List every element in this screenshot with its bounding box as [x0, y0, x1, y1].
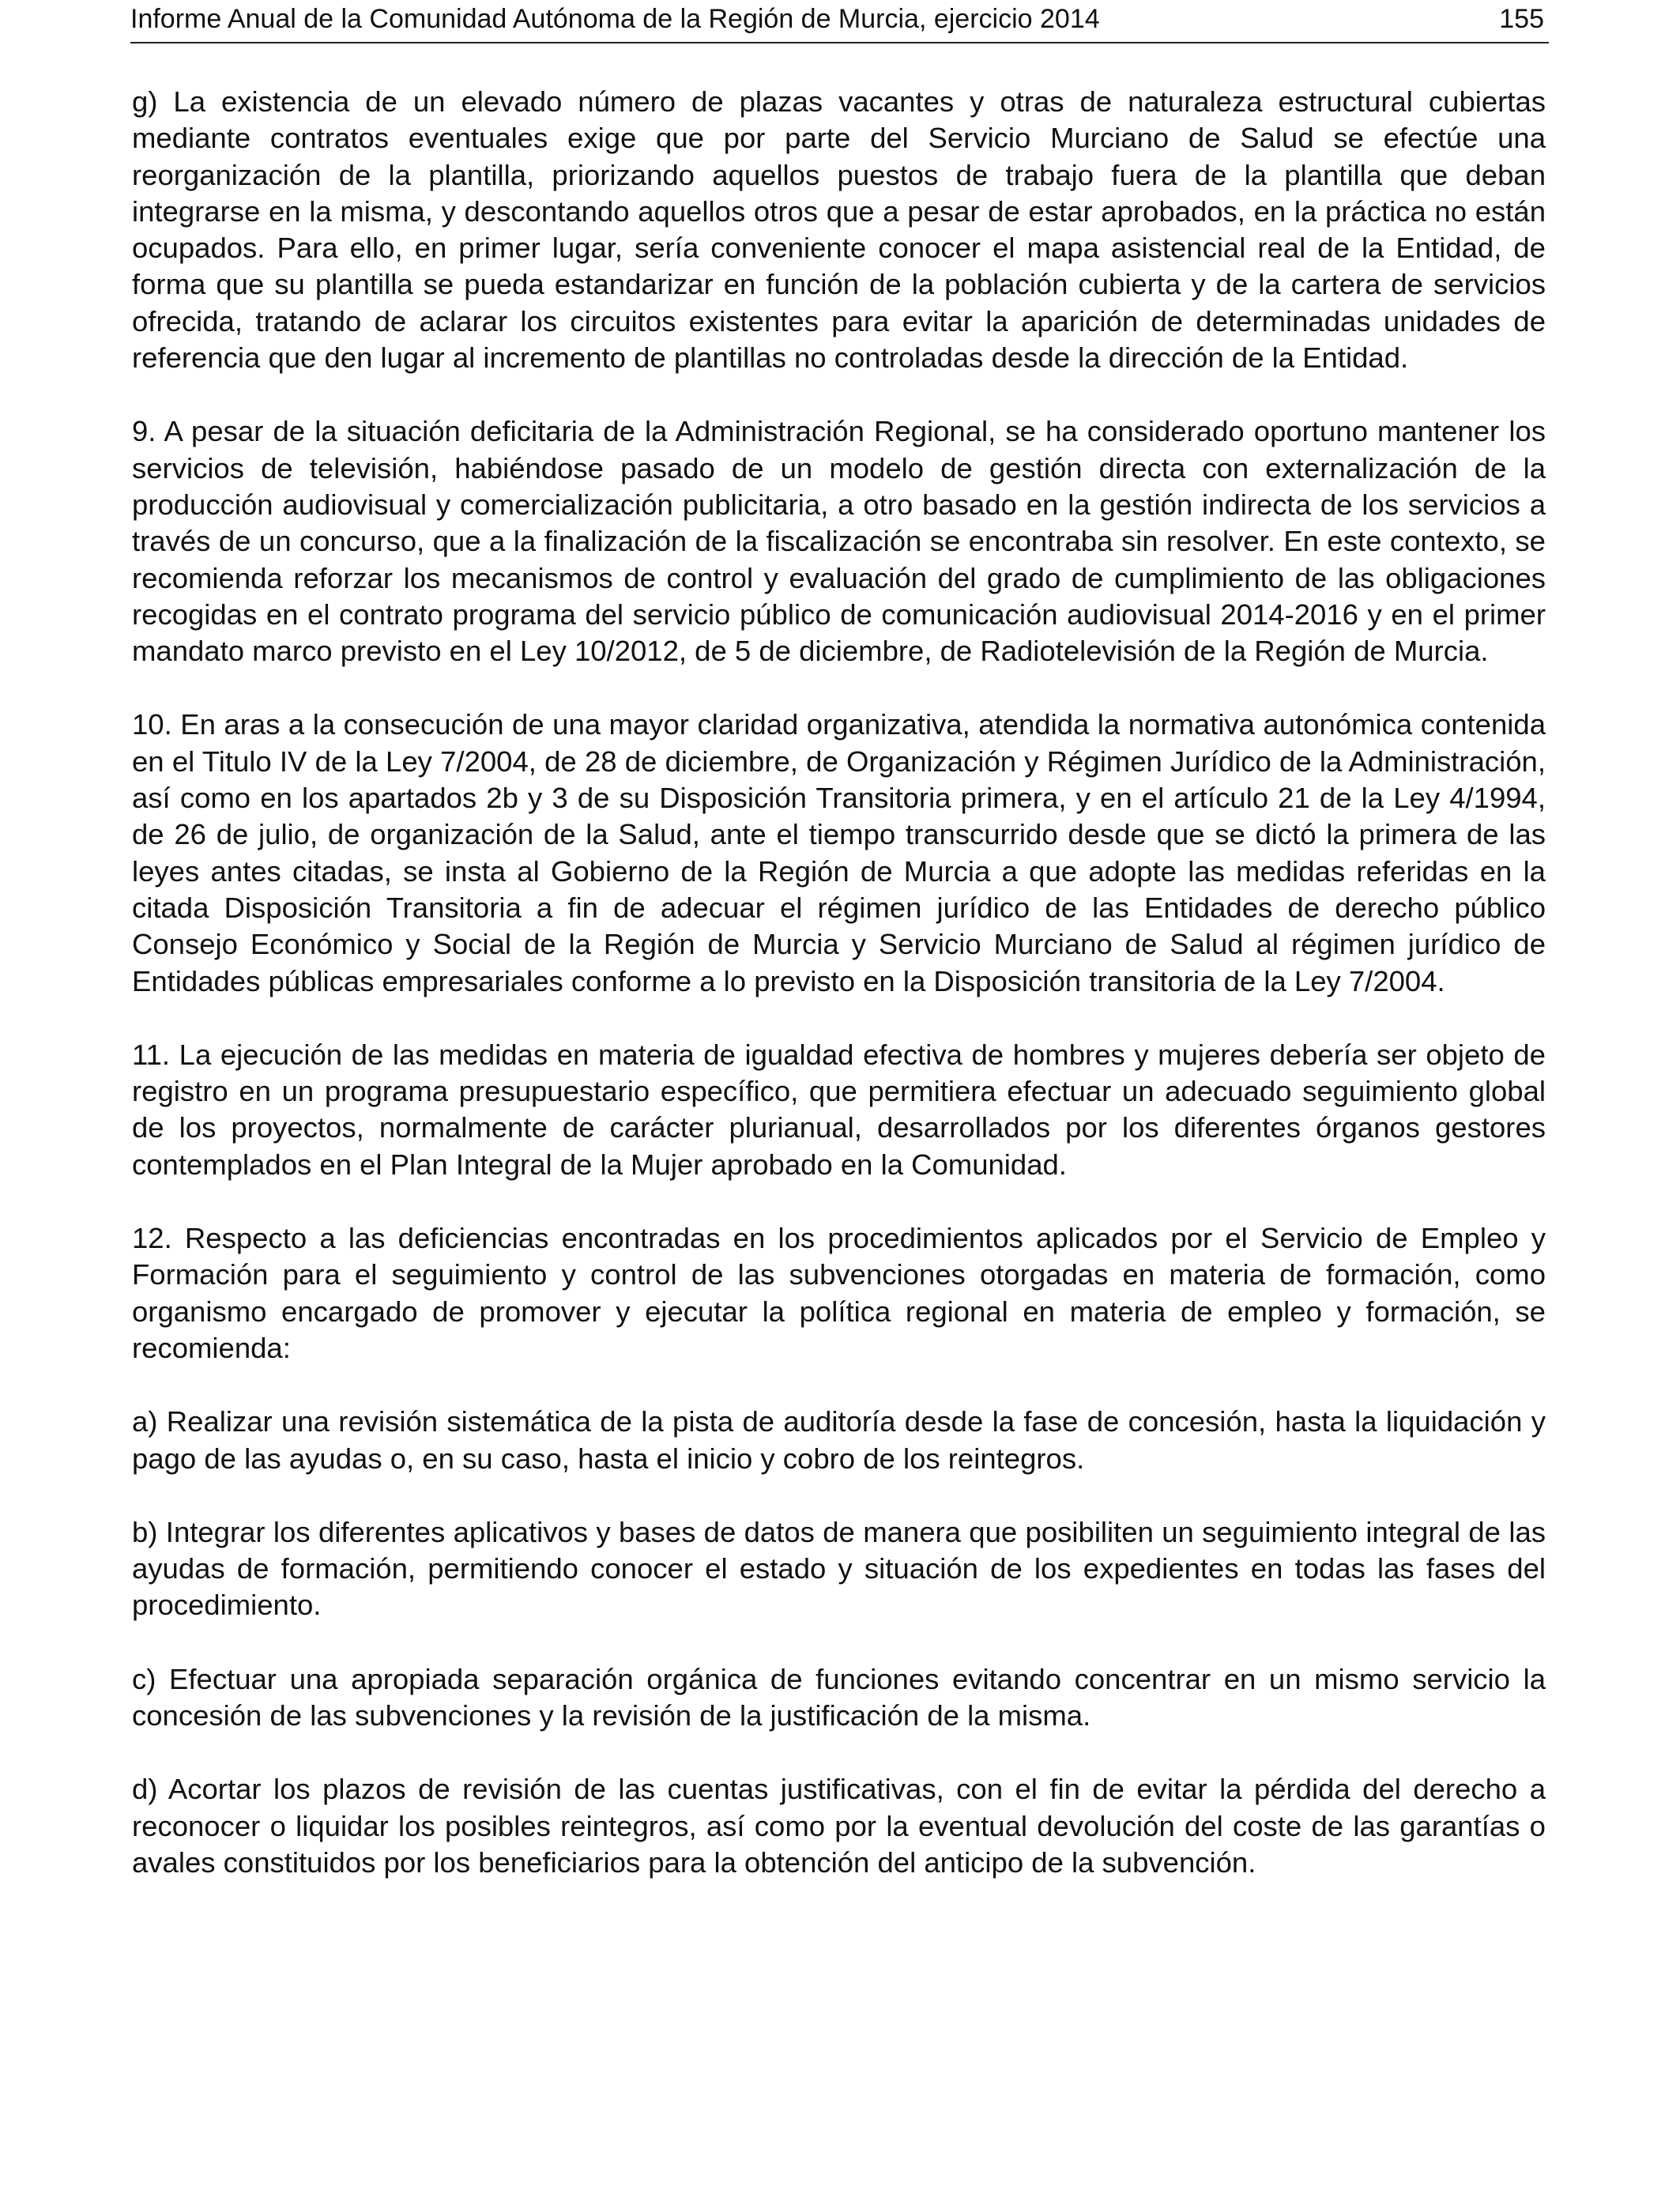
document-body: [132, 84, 1546, 1918]
paragraph-12d: d) Acortar los plazos de revisión de las cuentas justificativas, con el fin de evitar la pérdida del derecho a reconocer o liquidar los posibles reintegros, así como por la eventual devolución del coste de las garantías o avales constituidos por los beneficiarios para la obtención del anticipo de la subvención.: [132, 1773, 1546, 1879]
paragraph-10: 10. En aras a la consecución de una mayor claridad organizativa, atendida la normativa autonómica contenida en el Titulo IV de la Ley 7/2004, de 28 de diciembre, de Organización y Régimen Jurídico de la Administración, así como en los apartados 2b y 3 de su Disposición Transitoria primera, y en el artículo 21 de la Ley 4/1994, de 26 de julio, de organización de la Salud, ante el tiempo transcurrido desde que se dictó la primera de las leyes antes citadas, se insta al Gobierno de la Región de Murcia a que adopte las medidas referidas en la citada Disposición Transitoria a fin de adecuar el régimen jurídico de las Entidades de derecho público Consejo Económico y Social de la Región de Murcia y Servicio Murciano de Salud al régimen jurídico de Entidades públicas empresariales conforme a lo previsto en la Disposición transitoria de la Ley 7/2004.: [132, 708, 1546, 997]
page-number: 155: [1499, 4, 1544, 34]
paragraph-12b: b) Integrar los diferentes aplicativos y bases de datos de manera que posibiliten un seguimiento integral de las ayudas de formación, permitiendo conocer el estado y situación de los expedientes en todas las fases del procedimiento.: [132, 1515, 1546, 1622]
paragraph-11: 11. La ejecución de las medidas en materia de igualdad efectiva de hombres y mujeres debería ser objeto de registro en un programa presupuestario específico, que permitiera efectuar un adecuado seguimiento global de los proyectos, normalmente de carácter plurianual, desarrollados por los diferentes órganos gestores contemplados en el Plan Integral de la Mujer aprobado en la Comunidad.: [132, 1038, 1546, 1181]
page-header: [130, 0, 1549, 43]
paragraph-9: 9. A pesar de la situación deficitaria de la Administración Regional, se ha considerado oportuno mantener los servicios de televisión, habiéndose pasado de un modelo de gestión directa con externalización de la producción audiovisual y comercialización publicitaria, a otro basado en la gestión indirecta de los servicios a través de un concurso, que a la finalización de la fiscalización se encontraba sin resolver. En este contexto, se recomienda reforzar los mecanismos de control y evaluación del grado de cumplimiento de las obligaciones recogidas en el contrato programa del servicio público de comunicación audiovisual 2014-2016 y en el primer mandato marco previsto en el Ley 10/2012, de 5 de diciembre, de Radiotelevisión de la Región de Murcia.: [132, 415, 1546, 668]
paragraph-12c: c) Efectuar una apropiada separación orgánica de funciones evitando concentrar en un mismo servicio la concesión de las subvenciones y la revisión de la justificación de la misma.: [132, 1662, 1546, 1732]
paragraph-12: 12. Respecto a las deficiencias encontradas en los procedimientos aplicados por el Servicio de Empleo y Formación para el seguimiento y control de las subvenciones otorgadas en materia de formación, como organismo encargado de promover y ejecutar la política regional en materia de empleo y formación, se recomienda:: [132, 1222, 1546, 1364]
paragraph-12a: a) Realizar una revisión sistemática de la pista de auditoría desde la fase de concesión, hasta la liquidación y pago de las ayudas o, en su caso, hasta el inicio y cobro de los reintegros.: [132, 1405, 1546, 1475]
paragraph-g: g) La existencia de un elevado número de plazas vacantes y otras de naturaleza estructural cubiertas mediante contratos eventuales exige que por parte del Servicio Murciano de Salud se efectúe una reorganización de la plantilla, priorizando aquellos puestos de trabajo fuera de la plantilla que deban integrarse en la misma, y descontando aquellos otros que a pesar de estar aprobados, en la práctica no están ocupados. Para ello, en primer lugar, sería conveniente conocer el mapa asistencial real de la Entidad, de forma que su plantilla se pueda estandarizar en función de la población cubierta y de la cartera de servicios ofrecida, tratando de aclarar los circuitos existentes para evitar la aparición de determinadas unidades de referencia que den lugar al incremento de plantillas no controladas desde la dirección de la Entidad.: [132, 85, 1546, 375]
header-title: Informe Anual de la Comunidad Autónoma de la Región de Murcia, ejercicio 2014: [130, 4, 1100, 34]
